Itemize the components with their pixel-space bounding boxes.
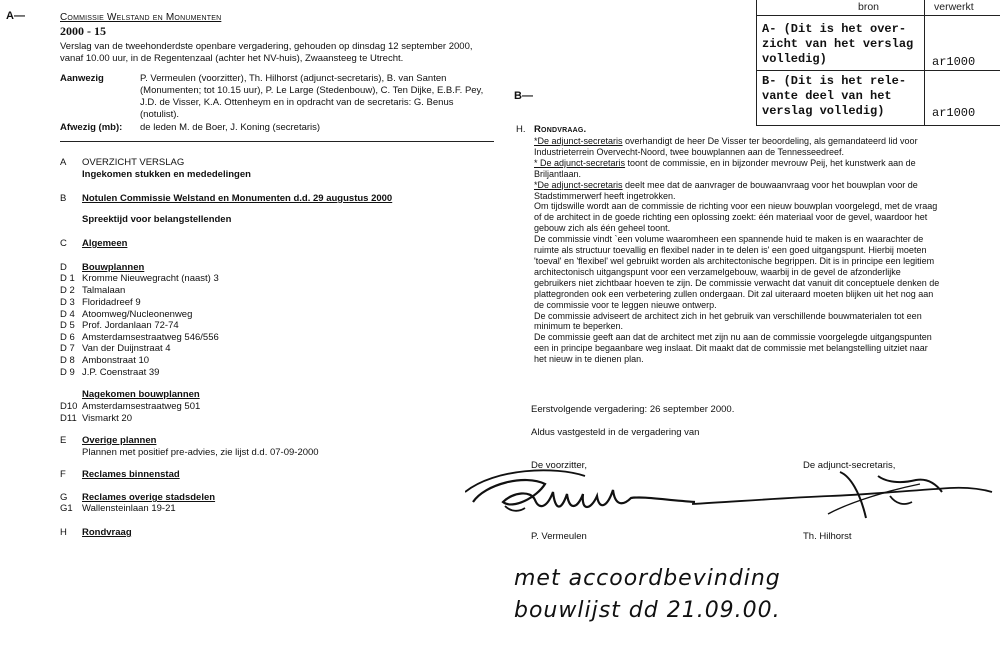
rondvraag-line — [534, 234, 994, 245]
handwritten-note-line-2: bouwlijst dd 21.09.00. — [514, 598, 781, 623]
rondvraag-line — [534, 343, 994, 354]
chair-name: P. Vermeulen — [531, 531, 587, 542]
plan-address: Van der Duijnstraat 4 — [82, 343, 171, 354]
table-row-a-line: volledig) — [762, 52, 827, 66]
agenda-title-d: Bouwplannen — [82, 262, 145, 273]
agenda-code-a: A — [60, 157, 67, 168]
rondvraag-heading: Rondvraag. — [534, 124, 587, 135]
rondvraag-text: Stadstimmerwerf heeft ingetrokken. — [534, 190, 676, 201]
agenda-sub-e: Plannen met positief pre-advies, zie lijst d.d. 07-09-2000 — [82, 447, 319, 458]
table-row-divider — [756, 70, 1000, 71]
rondvraag-text: gebouw zich als één geheel toont. — [534, 223, 671, 234]
header-divider — [60, 141, 494, 142]
agenda-title-c: Algemeen — [82, 238, 128, 249]
rondvraag-line — [534, 278, 994, 289]
agenda-code-f: F — [60, 469, 66, 480]
plan-code: D 1 — [60, 273, 75, 284]
table-column-divider — [924, 0, 925, 126]
plan-code: D11 — [60, 413, 77, 424]
plan-code: D 5 — [60, 320, 75, 331]
agenda-title-e: Overige plannen — [82, 435, 157, 446]
plan-code: D 2 — [60, 285, 75, 296]
plan-code: D 6 — [60, 332, 75, 343]
plan-code: D 9 — [60, 367, 75, 378]
rondvraag-code: H. — [516, 124, 526, 135]
plan-code: D 7 — [60, 343, 75, 354]
table-header-source: bron — [858, 1, 880, 13]
deputy-signature — [690, 462, 995, 528]
established-statement: Aldus vastgesteld in de vergadering van — [531, 427, 700, 438]
deputy-role: De adjunct-secretaris, — [803, 460, 896, 471]
table-row-a-line: A- (Dit is het over- — [762, 22, 907, 36]
table-row-a-text — [762, 22, 913, 67]
plan-code: D 3 — [60, 297, 75, 308]
rondvraag-text: deelt mee dat de aanvrager de bouwaanvraag voor het bouwplan voor de — [622, 179, 918, 190]
rondvraag-text: het nieuw in te dienen plan. — [534, 354, 644, 365]
rondvraag-line — [534, 191, 994, 202]
rondvraag-line — [534, 136, 994, 147]
rondvraag-line — [534, 354, 994, 365]
table-row-b-line: B- (Dit is het rele- — [762, 74, 907, 88]
plan-address: J.P. Coenstraat 39 — [82, 367, 160, 378]
agenda-title-h: Rondvraag — [82, 527, 132, 538]
table-row-a-code: ar1000 — [932, 55, 976, 69]
margin-mark-b: B— — [514, 90, 533, 102]
margin-mark-a: A— — [6, 10, 25, 22]
rondvraag-lead: * De adjunct-secretaris — [534, 157, 626, 168]
table-row-a-line: zicht van het verslag — [762, 37, 914, 51]
rondvraag-lead: *De adjunct-secretaris — [534, 136, 623, 146]
table-row-b-code: ar1000 — [932, 106, 976, 120]
table-bottom-border — [756, 125, 1000, 126]
rondvraag-body — [534, 136, 994, 365]
chair-role: De voorzitter, — [531, 460, 587, 471]
rondvraag-text: toont de commissie, en in bijzonder mevrouw Peij, het kunstwerk aan de — [625, 157, 916, 168]
plan-address: Kromme Nieuwegracht (naast) 3 — [82, 273, 219, 284]
agenda-code-e: E — [60, 435, 67, 446]
present-line-4: (notulist). — [140, 109, 180, 120]
table-header-processed: verwerkt — [934, 1, 974, 13]
agenda-title-a: OVERZICHT VERSLAG — [82, 157, 185, 168]
rondvraag-line — [534, 332, 994, 343]
rondvraag-line — [534, 256, 994, 267]
next-meeting: Eerstvolgende vergadering: 26 september 2000. — [531, 404, 735, 415]
rondvraag-text: ruimte als structuur toevallig en flexibel nader in te delen is' een goed uitgangspunt. Hierbij moeten — [534, 245, 927, 256]
agenda-code-c: C — [60, 238, 67, 249]
plan-address: Ambonstraat 10 — [82, 355, 150, 366]
table-row-b-line: vante deel van het — [762, 89, 892, 103]
rondvraag-line — [534, 180, 994, 191]
plan-address: Vismarkt 20 — [82, 413, 132, 424]
rondvraag-line — [534, 147, 994, 158]
report-intro-1: Verslag van de tweehonderdste openbare vergadering, gehouden op dinsdag 12 september 2000, — [60, 41, 473, 52]
rondvraag-text: architectonisch uitgangspunt voor een verzamelgebouw, waarbij in de gevel de afzonderlijke — [534, 266, 901, 277]
rondvraag-text: Briljantlaan. — [534, 168, 582, 179]
agenda-sub-b: Spreektijd voor belangstellenden — [82, 214, 232, 225]
report-number: 2000 - 15 — [60, 24, 106, 38]
present-label: Aanwezig — [60, 73, 104, 84]
rondvraag-line — [534, 300, 994, 311]
table-row-b-text — [762, 74, 906, 119]
rondvraag-text: Industrieterrein Overvecht-Noord, twee bouwplannen aan de Tennesseedreef. — [534, 146, 845, 157]
present-line-2: (Monumenten; tot 10.15 uur), P. Le Large (Stedenbouw), C. Ten Dijke, E.B.F. Pey, — [140, 85, 484, 96]
rondvraag-text: de commissie voor te leggen nieuwe ontwerp. — [534, 299, 717, 310]
plan-address: Talmalaan — [82, 285, 126, 296]
rondvraag-text: De commissie geeft aan dat de architect met zijn nu aan de commissie voorgelegde uitgangspunten — [534, 332, 932, 343]
agenda-code-h: H — [60, 527, 67, 538]
agenda-code-d: D — [60, 262, 67, 273]
rondvraag-line — [534, 212, 994, 223]
rondvraag-text: De commissie adviseert de architect zich in het gebruik van verschillende bouwmaterialen tot een — [534, 310, 922, 321]
rondvraag-text: een in principe begaanbare weg inslaat. Dit maakt dat de commissie met belangstelling uitziet naar — [534, 343, 928, 354]
table-row-b-line: verslag volledig) — [762, 104, 885, 118]
absent-text: de leden M. de Boer, J. Koning (secretaris) — [140, 122, 321, 133]
agenda-code-g: G — [60, 492, 68, 503]
plan-address: Floridadreef 9 — [82, 297, 141, 308]
rondvraag-text: of de architect in de goede richting een oplossing zoekt: één materiaal voor de gevel, waardoor het — [534, 212, 928, 223]
rondvraag-line — [534, 267, 994, 278]
rondvraag-line — [534, 321, 994, 332]
rondvraag-line — [534, 158, 994, 169]
agenda-title-b: Notulen Commissie Welstand en Monumenten d.d. 29 augustus 2000 — [82, 193, 393, 204]
rondvraag-lead: *De adjunct-secretaris — [534, 179, 623, 190]
rondvraag-text: gebruikers niet zichtbaar hoeven te zijn. De commissie verwacht dat vanuit dit conceptuele denken de — [534, 277, 940, 288]
rondvraag-line — [534, 245, 994, 256]
late-plans-title: Nagekomen bouwplannen — [82, 389, 200, 400]
plan-code: D 4 — [60, 309, 75, 320]
agenda-title-f: Reclames binnenstad — [82, 469, 180, 480]
rondvraag-text: 'toeval' en 'flexibel' wel gebruikt worden als architectonische begrippen. Dit is in principe een legitiem — [534, 255, 935, 266]
rondvraag-text: plattegronden ook een verbetering zullen ondergaan. Dit zal uiteraard moeten blijken uit het nog aan — [534, 288, 934, 299]
deputy-name: Th. Hilhorst — [803, 531, 852, 542]
plan-code: D10 — [60, 401, 78, 412]
rondvraag-line — [534, 223, 994, 234]
rondvraag-line — [534, 289, 994, 300]
absent-label: Afwezig (mb): — [60, 122, 123, 133]
rondvraag-line — [534, 311, 994, 322]
rondvraag-line — [534, 201, 994, 212]
plan-address: Prof. Jordanlaan 72-74 — [82, 320, 179, 331]
rondvraag-text: Om tijdswille wordt aan de commissie de richting voor een nieuw bouwplan voorgelegd, met de vraag — [534, 201, 938, 212]
rondvraag-text: overhandigt de heer De Visser ter beoordeling, als gemandateerd lid voor — [622, 136, 918, 146]
plan-code: D 8 — [60, 355, 75, 366]
plan-address: Amsterdamsestraatweg 546/556 — [82, 332, 219, 343]
rondvraag-text: De commissie vindt `een volume waaromheen een spannende huid te maken is en waarachter de — [534, 234, 924, 245]
agenda-sub-a: Ingekomen stukken en mededelingen — [82, 169, 251, 180]
present-line-3: J.D. de Visser, K.A. Ottenheym en in opdracht van de secretaris: G. Benus — [140, 97, 454, 108]
plan-address: Amsterdamsestraatweg 501 — [82, 401, 201, 412]
agenda-title-g: Reclames overige stadsdelen — [82, 492, 216, 503]
chair-signature — [465, 462, 705, 528]
rondvraag-line — [534, 169, 994, 180]
table-left-border — [756, 0, 757, 126]
table-header-line — [756, 15, 1000, 16]
present-line-1: P. Vermeulen (voorzitter), Th. Hilhorst (adjunct-secretaris), B. van Santen — [140, 73, 447, 84]
report-intro-2: vanaf 10.00 uur, in de Regentenzaal (achter het NV-huis), Zwaansteeg te Utrecht. — [60, 53, 404, 64]
plan-address: Wallensteinlaan 19-21 — [82, 503, 176, 514]
agenda-code-b: B — [60, 193, 67, 204]
handwritten-note-line-1: met accoordbevinding — [514, 566, 781, 591]
plan-code: G1 — [60, 503, 73, 514]
source-table — [756, 0, 1000, 126]
plan-address: Atoomweg/Nucleonenweg — [82, 309, 193, 320]
rondvraag-text: minimum te beperken. — [534, 321, 624, 332]
org-name: Commissie Welstand en Monumenten — [60, 12, 222, 23]
